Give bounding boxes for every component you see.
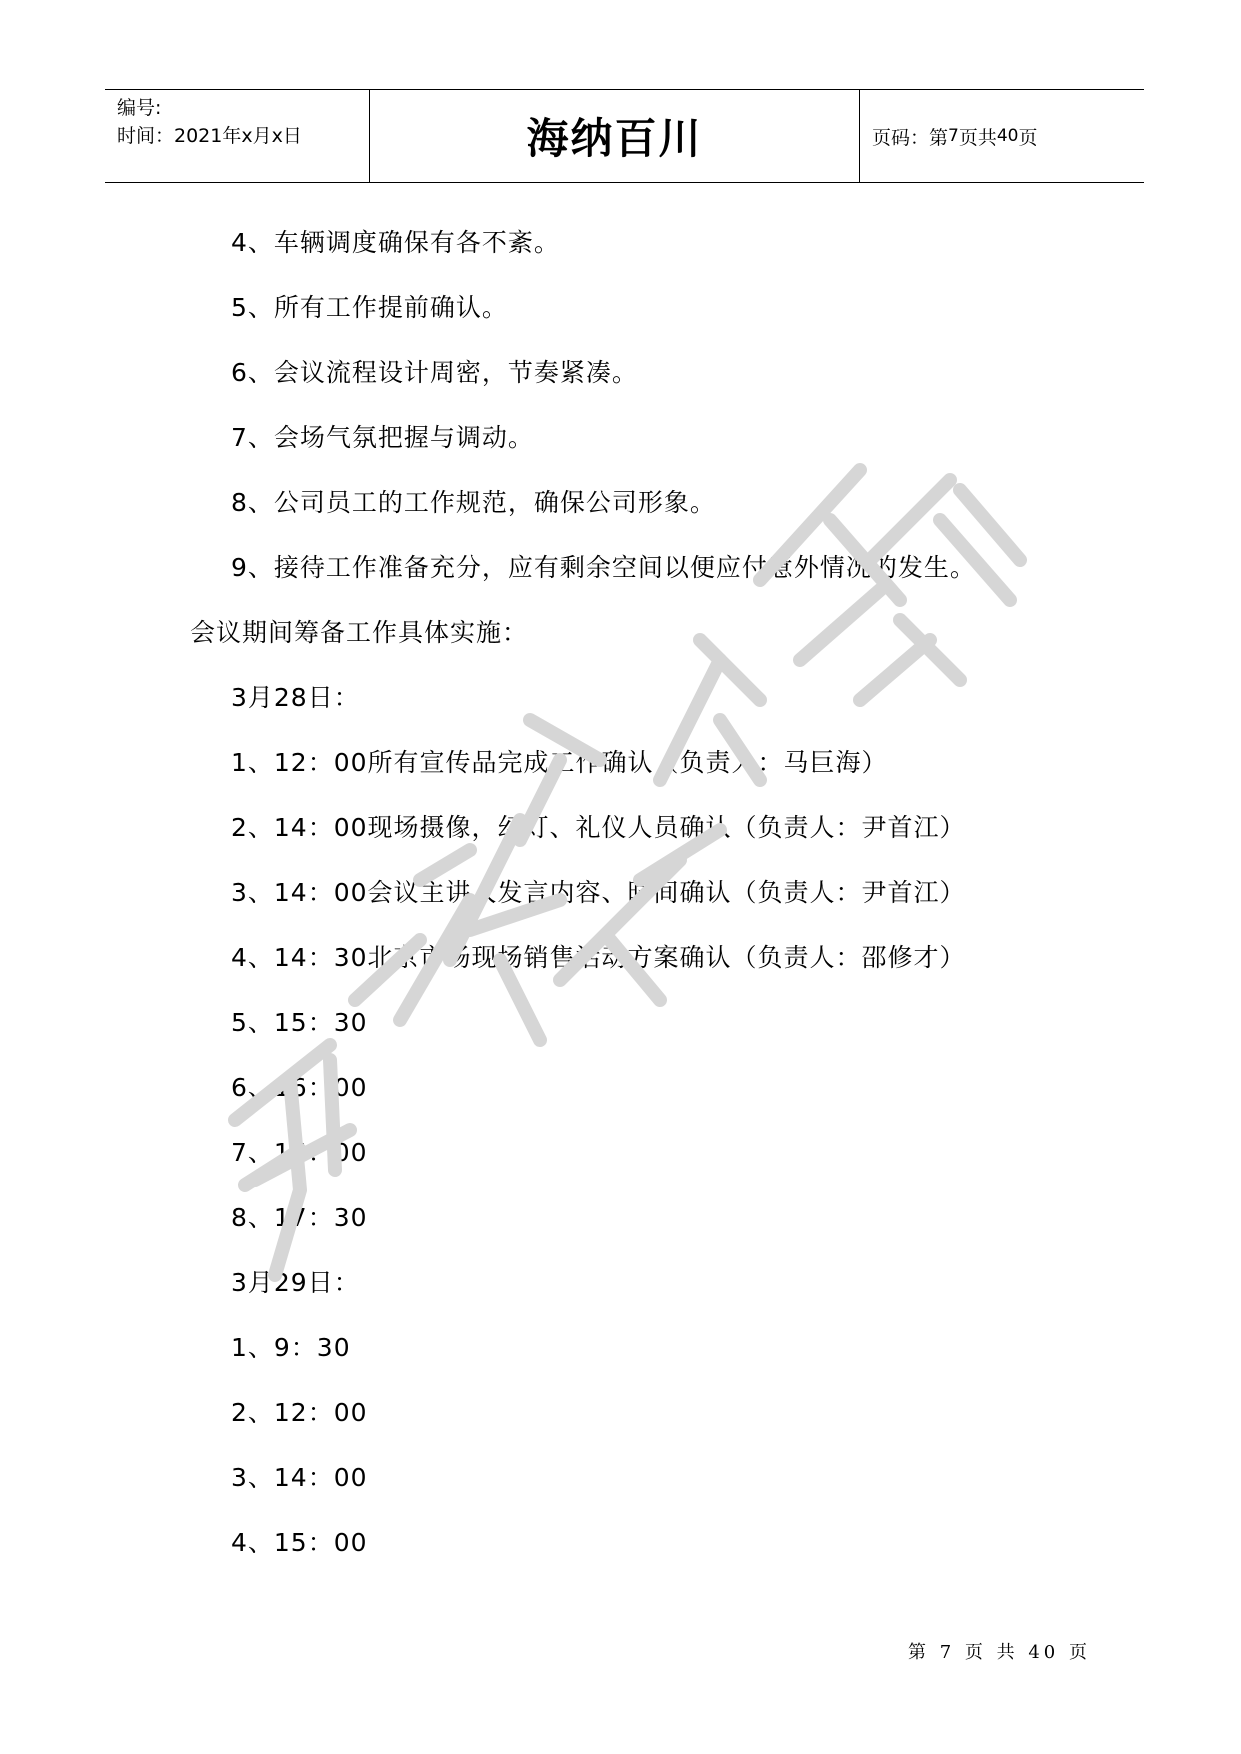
day-title: 3月28日： [231, 683, 360, 712]
schedule-item: 6、16：00 [231, 1073, 368, 1102]
schedule-item: 4、15：00 [231, 1528, 368, 1557]
schedule-item: 8、17：30 [231, 1203, 368, 1232]
page-label-prefix: 页码：第 [872, 126, 949, 149]
page-total: 40 [996, 126, 1019, 146]
schedule-item: 1、12：00所有宣传品完成工作确认（负责人：马巨海） [231, 748, 888, 777]
page-footer: 第 7 页 共 40 页 [908, 1642, 1091, 1663]
section-title: 会议期间筹备工作具体实施： [190, 618, 529, 647]
schedule-item: 3、14：00会议主讲人发言内容、时间确认（负责人：尹首江） [231, 878, 966, 907]
page-current: 7 [948, 126, 959, 146]
list-item: 6、会议流程设计周密，节奏紧凑。 [231, 358, 638, 387]
schedule-item: 3、14：00 [231, 1463, 368, 1492]
code-label: 编号: [117, 97, 162, 119]
schedule-item: 5、15：30 [231, 1008, 368, 1037]
schedule-item: 2、14：00现场摄像，幻灯、礼仪人员确认（负责人：尹首江） [231, 813, 966, 842]
document-header [105, 89, 1144, 183]
list-item: 9、接待工作准备充分，应有剩余空间以便应付意外情况的发生。 [231, 553, 976, 582]
schedule-item: 7、16：00 [231, 1138, 368, 1167]
header-page-info [860, 90, 1144, 182]
list-item: 5、所有工作提前确认。 [231, 293, 508, 322]
header-meta [105, 90, 370, 182]
company-title: 海纳百川 [370, 90, 860, 182]
page-label-mid: 页共 [958, 126, 997, 149]
schedule-item: 1、9：30 [231, 1333, 351, 1362]
schedule-item: 2、12：00 [231, 1398, 368, 1427]
list-item: 4、车辆调度确保有各不紊。 [231, 228, 560, 257]
day-title: 3月29日： [231, 1268, 360, 1297]
list-item: 8、公司员工的工作规范，确保公司形象。 [231, 488, 716, 517]
list-item: 7、会场气氛把握与调动。 [231, 423, 534, 452]
time-label: 时间：2021年x月x日 [117, 125, 302, 147]
page-label-suffix: 页 [1018, 126, 1038, 149]
schedule-item: 4、14：30北京市场现场销售活动方案确认（负责人：邵修才） [231, 943, 966, 972]
